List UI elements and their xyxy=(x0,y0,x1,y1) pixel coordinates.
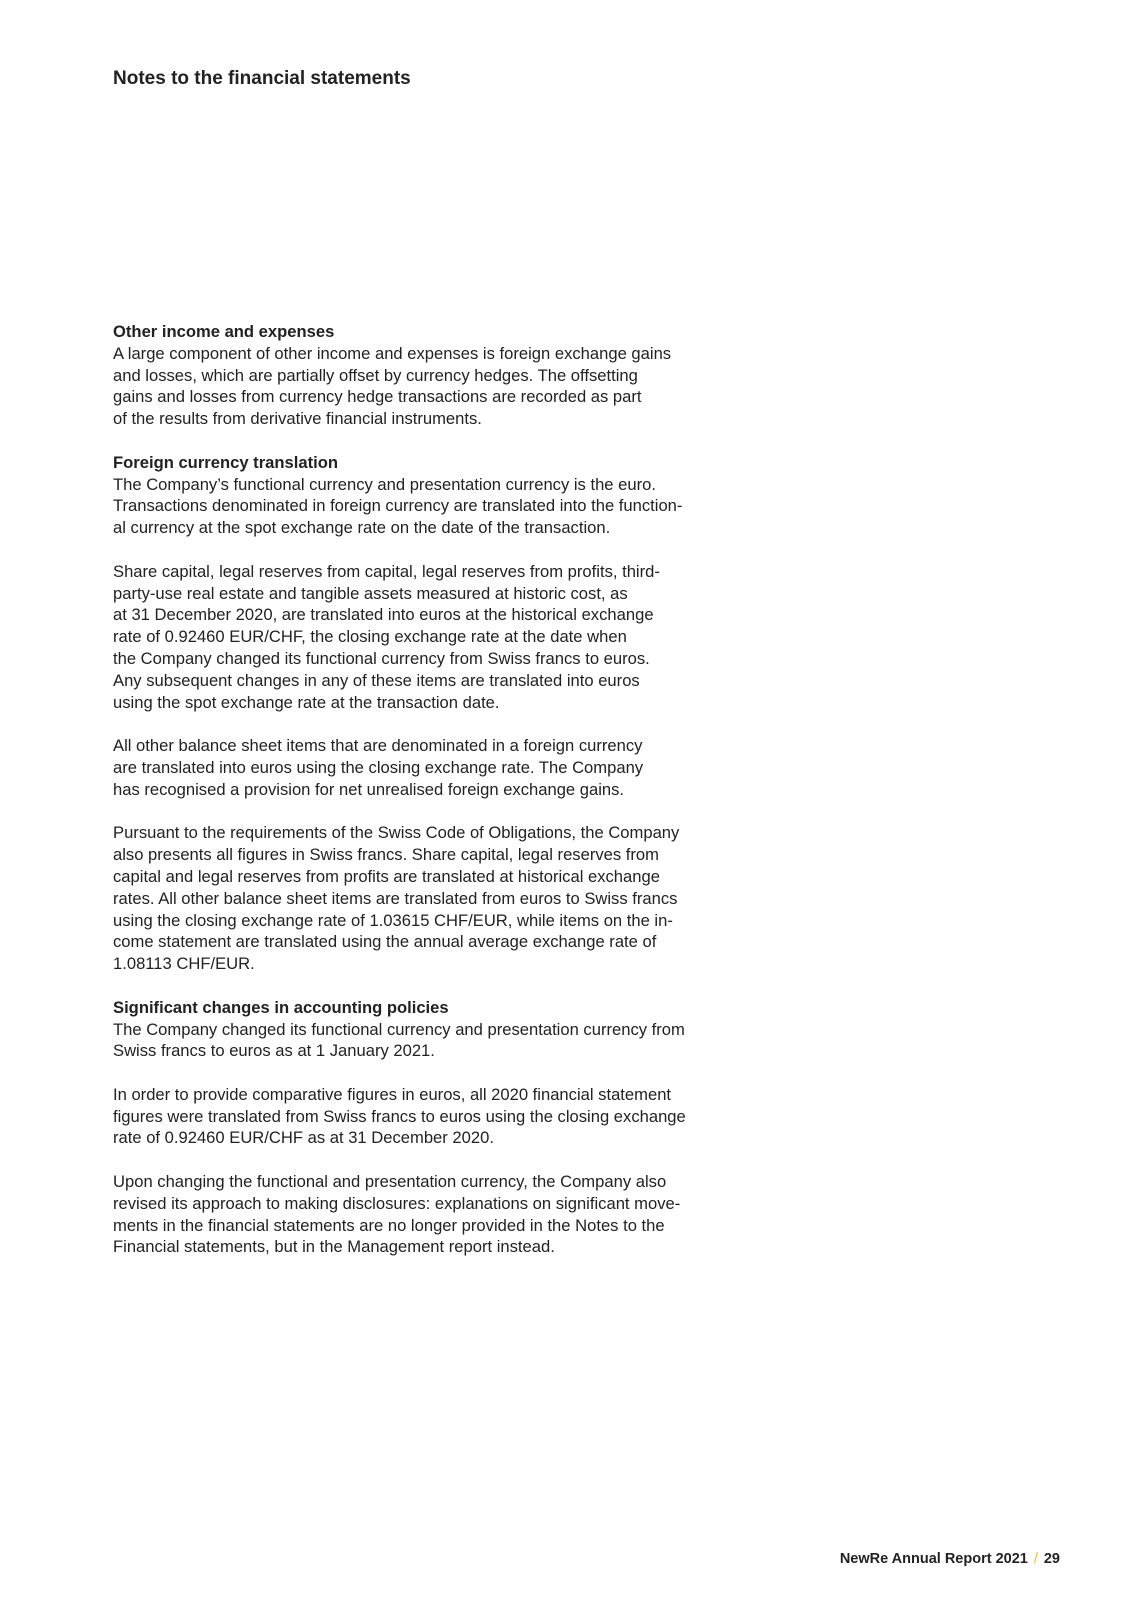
page-title: Notes to the financial statements xyxy=(113,68,411,89)
section-heading: Foreign currency translation xyxy=(113,452,338,472)
section-paragraph: In order to provide comparative figures in euros, all 2020 financial statement figures were translated from Swiss francs to euros using the closing exchange rate of 0.92460 EUR/CHF as at 31 December 2020. xyxy=(113,1084,686,1148)
section-other-income xyxy=(113,321,753,430)
report-name: NewRe Annual Report 2021 xyxy=(839,1551,1028,1567)
page-number: 29 xyxy=(1043,1551,1060,1567)
page-footer xyxy=(840,1551,1060,1567)
section-paragraph: Pursuant to the requirements of the Swiss Code of Obligations, the Company also presents all figures in Swiss francs. Share capital, legal reserves from capital and legal reserves from profits are translated at historical exchange rates. All other balance sheet items are translated from euros to Swiss francs using the closing exchange rate of 1.03615 CHF/EUR, while items on the in- come statement are translated using the annual average exchange rate of 1.08113 CHF/EUR. xyxy=(113,823,680,974)
section-foreign-currency xyxy=(113,452,753,975)
section-paragraph: Upon changing the functional and presentation currency, the Company also revised its approach to making disclosures: explanations on significant move- ments in the financial statements are no longer provided in the Notes to the Financial statements, but in the Management report instead. xyxy=(113,1172,681,1257)
notes-content xyxy=(113,321,753,1280)
section-accounting-policies xyxy=(113,997,753,1259)
section-paragraph: Share capital, legal reserves from capital, legal reserves from profits, third- party-use real estate and tangible assets measured at historic cost, as at 31 December 2020, are translated into euros at the historical exchange rate of 0.92460 EUR/CHF, the closing exchange rate at the date when the Company changed its functional currency from Swiss francs to euros. Any subsequent changes in any of these items are translated into euros using the spot exchange rate at the transaction date. xyxy=(113,561,660,712)
section-heading: Other income and expenses xyxy=(113,322,335,341)
section-paragraph: The Company changed its functional currency and presentation currency from Swiss francs to euros as at 1 January 2021. xyxy=(113,1019,685,1061)
section-heading: Significant changes in accounting policies xyxy=(113,997,449,1017)
section-paragraph: The Company’s functional currency and presentation currency is the euro. Transactions denominated in foreign currency are translated into the function- al currency at the spot exchange rate on the date of the transaction. xyxy=(113,474,683,538)
section-paragraph: All other balance sheet items that are denominated in a foreign currency are translated into euros using the closing exchange rate. The Company has recognised a provision for net unrealised foreign exchange gains. xyxy=(113,736,644,799)
section-paragraph: A large component of other income and expenses is foreign exchange gains and losses, which are partially offset by currency hedges. The offsetting gains and losses from currency hedge transactions are recorded as part of the results from derivative financial instruments. xyxy=(113,343,672,429)
footer-separator: / xyxy=(1033,1551,1038,1567)
